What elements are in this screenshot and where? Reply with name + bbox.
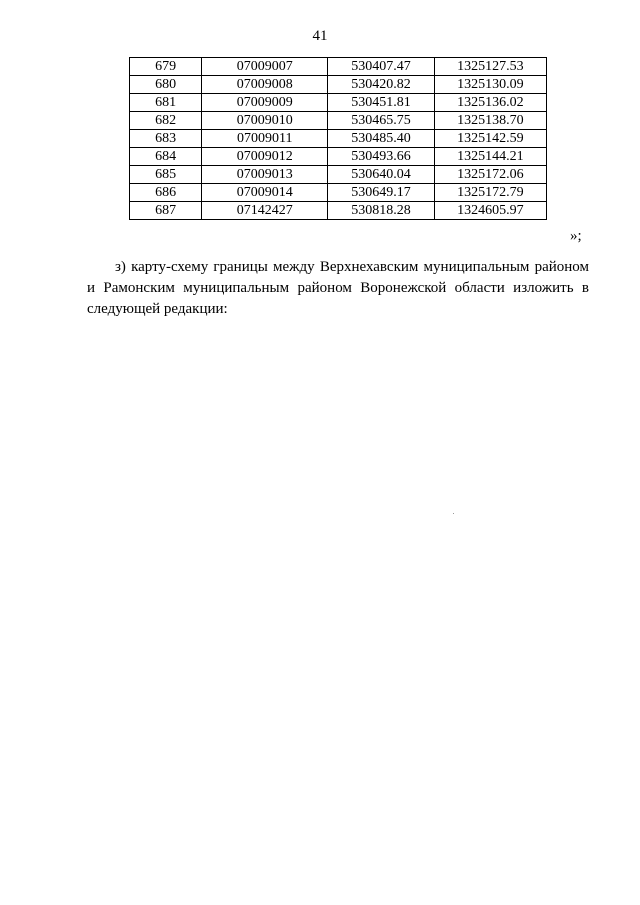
- point-number-cell: 684: [130, 148, 202, 166]
- table-row: [130, 184, 547, 202]
- scan-speck: [453, 513, 454, 514]
- point-number-cell: 681: [130, 94, 202, 112]
- point-id-cell: 07009014: [202, 184, 328, 202]
- y-coordinate-cell: 1325172.79: [434, 184, 546, 202]
- table-row: [130, 130, 547, 148]
- table-row: [130, 166, 547, 184]
- point-number-cell: 680: [130, 76, 202, 94]
- point-number-cell: 682: [130, 112, 202, 130]
- point-id-cell: 07009012: [202, 148, 328, 166]
- y-coordinate-cell: 1324605.97: [434, 202, 546, 220]
- point-number-cell: 679: [130, 58, 202, 76]
- y-coordinate-cell: 1325138.70: [434, 112, 546, 130]
- x-coordinate-cell: 530407.47: [328, 58, 434, 76]
- point-id-cell: 07009009: [202, 94, 328, 112]
- point-id-cell: 07009007: [202, 58, 328, 76]
- x-coordinate-cell: 530451.81: [328, 94, 434, 112]
- table-row: [130, 112, 547, 130]
- table-row: [130, 76, 547, 94]
- y-coordinate-cell: 1325130.09: [434, 76, 546, 94]
- y-coordinate-cell: 1325127.53: [434, 58, 546, 76]
- x-coordinate-cell: 530640.04: [328, 166, 434, 184]
- point-id-cell: 07009011: [202, 130, 328, 148]
- table-row: [130, 58, 547, 76]
- x-coordinate-cell: 530649.17: [328, 184, 434, 202]
- amendment-paragraph: з) карту-схему границы между Верхнехавским муниципальным районом и Рамонским муниципальным районом Воронежской области изложить в следующей редакции:: [87, 259, 589, 317]
- table-row: [130, 94, 547, 112]
- point-number-cell: 685: [130, 166, 202, 184]
- page-number: 41: [312, 28, 328, 44]
- x-coordinate-cell: 530465.75: [328, 112, 434, 130]
- point-id-cell: 07009013: [202, 166, 328, 184]
- y-coordinate-cell: 1325136.02: [434, 94, 546, 112]
- y-coordinate-cell: 1325144.21: [434, 148, 546, 166]
- y-coordinate-cell: 1325142.59: [434, 130, 546, 148]
- x-coordinate-cell: 530818.28: [328, 202, 434, 220]
- table-row: [130, 202, 547, 220]
- table-row: [130, 148, 547, 166]
- point-id-cell: 07009010: [202, 112, 328, 130]
- point-number-cell: 686: [130, 184, 202, 202]
- x-coordinate-cell: 530493.66: [328, 148, 434, 166]
- point-id-cell: 07142427: [202, 202, 328, 220]
- point-number-cell: 687: [130, 202, 202, 220]
- x-coordinate-cell: 530420.82: [328, 76, 434, 94]
- x-coordinate-cell: 530485.40: [328, 130, 434, 148]
- point-id-cell: 07009008: [202, 76, 328, 94]
- point-number-cell: 683: [130, 130, 202, 148]
- closing-quote: »;: [570, 228, 582, 244]
- coordinates-table: [129, 57, 547, 220]
- y-coordinate-cell: 1325172.06: [434, 166, 546, 184]
